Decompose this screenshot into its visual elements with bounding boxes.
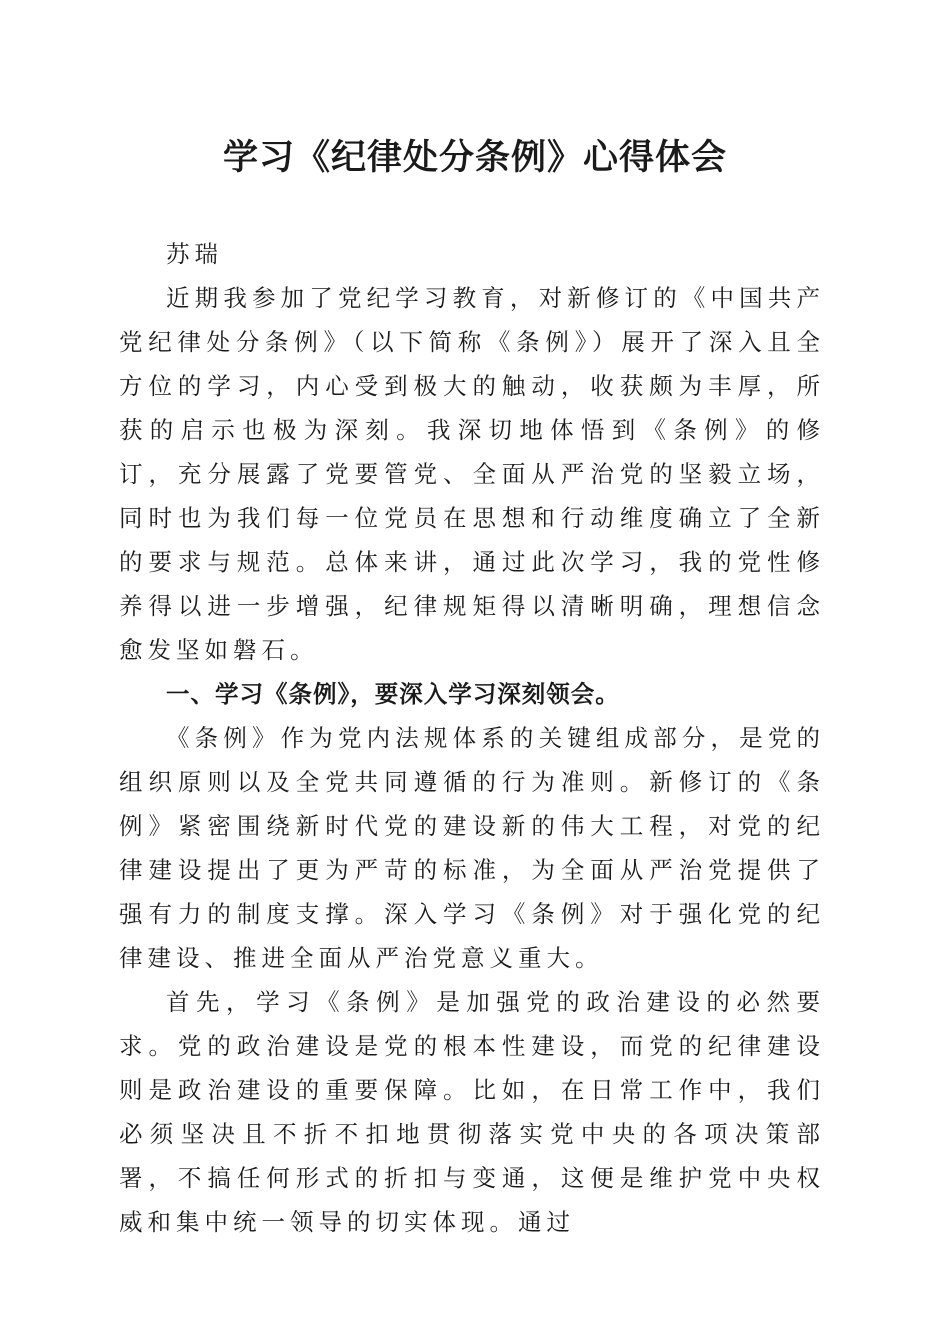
author-name: 苏瑞 <box>166 240 223 268</box>
intro-paragraph: 近期我参加了党纪学习教育，对新修订的《中国共产党纪律处分条例》（以下简称《条例》）展开了深入且全方位的学习，内心受到极大的触动，收获颇为丰厚，所获的启示也极为深刻。我深切地体悟到《条例》的修订，充分展露了党要管党、全面从严治党的坚毅立场，同时也为我们每一位党员在思想和行动维度确立了全新的要求与规范。总体来讲，通过此次学习，我的党性修养得以进一步增强，纪律规矩得以清晰明确，理想信念愈发坚如磐石。 <box>119 284 825 664</box>
section-heading: 一、学习《条例》，要深入学习深刻领会。 <box>166 680 620 708</box>
section-paragraph: 《条例》作为党内法规体系的关键组成部分，是党的组织原则以及全党共同遵循的行为准则。新修订的《条例》紧密围绕新时代党的建设新的伟大工程，对党的纪律建设提出了更为严苛的标准，为全面从严治党提供了强有力的制度支撑。深入学习《条例》对于强化党的纪律建设、推进全面从严治党意义重大。 <box>119 724 825 972</box>
document-title: 学习《纪律处分条例》心得体会 <box>222 137 727 178</box>
document-body <box>119 232 825 1244</box>
section-paragraph: 首先，学习《条例》是加强党的政治建设的必然要求。党的政治建设是党的根本性建设，而党的纪律建设则是政治建设的重要保障。比如，在日常工作中，我们必须坚决且不折不扣地贯彻落实党中央的各项决策部署，不搞任何形式的折扣与变通，这便是维护党中央权威和集中统一领导的切实体现。通过 <box>119 988 825 1236</box>
